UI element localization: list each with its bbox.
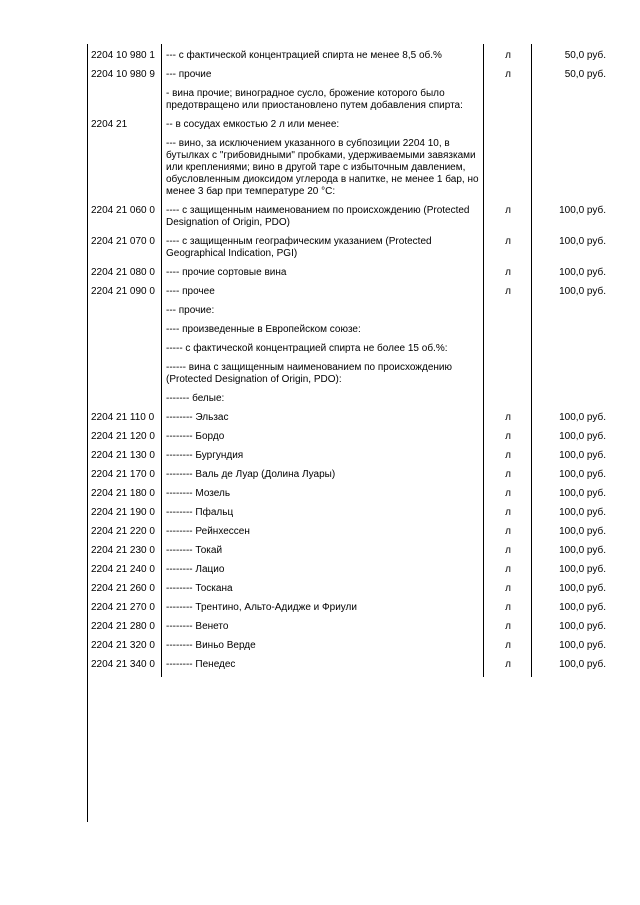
rate-cell: 100,0 руб. <box>559 526 606 537</box>
unit-cell: л <box>484 204 532 235</box>
unit-cell: л <box>484 68 532 87</box>
table-row <box>88 44 618 68</box>
rate-cell <box>532 361 619 392</box>
commodity-code-cell <box>88 87 162 118</box>
table-row <box>88 266 618 285</box>
commodity-code-cell: 2204 21 060 0 <box>88 204 162 235</box>
unit-cell <box>484 361 532 392</box>
commodity-code-cell: 2204 21 070 0 <box>88 235 162 266</box>
description-cell: ---- с защищенным географическим указанием (Protected Geographical Indication, PGI) <box>162 235 484 266</box>
table-row <box>88 411 618 430</box>
rate-cell: 100,0 руб. <box>559 431 606 442</box>
rate-cell: 50,0 руб. <box>564 50 606 61</box>
rate-cell: 100,0 руб. <box>559 583 606 594</box>
table-row <box>88 285 618 304</box>
description-cell: -------- Эльзас <box>162 411 484 430</box>
table-row <box>88 601 618 620</box>
description-cell: -- в сосудах емкостью 2 л или менее: <box>162 118 484 137</box>
table-row <box>88 137 618 204</box>
unit-cell: л <box>484 449 532 468</box>
table-row <box>88 323 618 342</box>
unit-cell <box>484 118 532 137</box>
description-cell: -------- Мозель <box>162 487 484 506</box>
unit-cell <box>484 323 532 342</box>
commodity-code-cell: 2204 21 190 0 <box>88 506 162 525</box>
rate-cell: 100,0 руб. <box>559 286 606 297</box>
unit-cell: л <box>484 468 532 487</box>
table-row <box>88 620 618 639</box>
table-row <box>88 449 618 468</box>
commodity-code-cell: 2204 21 220 0 <box>88 525 162 544</box>
unit-cell: л <box>484 620 532 639</box>
commodity-code-cell: 2204 21 130 0 <box>88 449 162 468</box>
commodity-code-cell: 2204 21 240 0 <box>88 563 162 582</box>
unit-cell: л <box>484 411 532 430</box>
table-row <box>88 658 618 677</box>
rate-cell: 100,0 руб. <box>559 412 606 423</box>
tariff-table <box>88 44 618 677</box>
rate-cell: 100,0 руб. <box>559 545 606 556</box>
table-row <box>88 392 618 411</box>
unit-cell: л <box>484 658 532 677</box>
description-cell: ----- с фактической концентрацией спирта не более 15 об.%: <box>162 342 484 361</box>
rate-cell <box>532 304 619 323</box>
commodity-code-cell: 2204 21 230 0 <box>88 544 162 563</box>
description-cell: ---- прочие сортовые вина <box>162 266 484 285</box>
rate-cell: 100,0 руб. <box>559 450 606 461</box>
table-row <box>88 639 618 658</box>
unit-cell <box>484 137 532 204</box>
description-cell: -------- Пенедес <box>162 658 484 677</box>
unit-cell: л <box>484 544 532 563</box>
description-cell: -------- Тоскана <box>162 582 484 601</box>
rate-cell: 100,0 руб. <box>559 564 606 575</box>
commodity-code-cell: 2204 21 170 0 <box>88 468 162 487</box>
description-cell: ---- прочее <box>162 285 484 304</box>
unit-cell: л <box>484 582 532 601</box>
commodity-code-cell: 2204 21 280 0 <box>88 620 162 639</box>
commodity-code-cell <box>88 323 162 342</box>
commodity-code-cell <box>88 392 162 411</box>
description-cell: ---- с защищенным наименованием по происхождению (Protected Designation of Origin, PDO) <box>162 204 484 235</box>
commodity-code-cell: 2204 21 320 0 <box>88 639 162 658</box>
rate-cell: 100,0 руб. <box>559 488 606 499</box>
table-row <box>88 544 618 563</box>
unit-cell: л <box>484 235 532 266</box>
description-cell: -------- Пфальц <box>162 506 484 525</box>
rate-cell: 100,0 руб. <box>559 602 606 613</box>
table-row <box>88 487 618 506</box>
unit-cell <box>484 392 532 411</box>
table-row <box>88 204 618 235</box>
description-cell: -------- Бургундия <box>162 449 484 468</box>
commodity-code-cell <box>88 304 162 323</box>
unit-cell: л <box>484 285 532 304</box>
commodity-code-cell: 2204 21 <box>88 118 162 137</box>
description-cell: -------- Лацио <box>162 563 484 582</box>
unit-cell <box>484 342 532 361</box>
unit-cell: л <box>484 430 532 449</box>
rate-cell: 100,0 руб. <box>559 236 606 247</box>
description-cell: ------- белые: <box>162 392 484 411</box>
rate-cell: 50,0 руб. <box>564 69 606 80</box>
description-cell: ---- произведенные в Европейском союзе: <box>162 323 484 342</box>
unit-cell <box>484 304 532 323</box>
rate-cell <box>532 392 619 411</box>
table-row <box>88 506 618 525</box>
unit-cell: л <box>484 601 532 620</box>
commodity-code-cell <box>88 361 162 392</box>
rate-cell <box>532 118 619 137</box>
unit-cell: л <box>484 525 532 544</box>
commodity-code-cell: 2204 21 260 0 <box>88 582 162 601</box>
table-row <box>88 304 618 323</box>
rate-cell <box>532 342 619 361</box>
unit-cell: л <box>484 487 532 506</box>
description-cell: -------- Рейнхессен <box>162 525 484 544</box>
table-row <box>88 430 618 449</box>
rate-cell: 100,0 руб. <box>559 640 606 651</box>
table-row <box>88 68 618 87</box>
table-row <box>88 118 618 137</box>
commodity-code-cell: 2204 21 340 0 <box>88 658 162 677</box>
commodity-code-cell: 2204 21 080 0 <box>88 266 162 285</box>
description-cell: -------- Бордо <box>162 430 484 449</box>
description-cell: ------ вина с защищенным наименованием по происхождению (Protected Designation of Origin, PDO): <box>162 361 484 392</box>
rate-cell: 100,0 руб. <box>559 205 606 216</box>
unit-cell: л <box>484 639 532 658</box>
commodity-code-cell: 2204 21 110 0 <box>88 411 162 430</box>
unit-cell <box>484 87 532 118</box>
rate-cell <box>532 137 619 204</box>
commodity-code-cell: 2204 21 180 0 <box>88 487 162 506</box>
rate-cell: 100,0 руб. <box>559 659 606 670</box>
commodity-code-cell: 2204 21 120 0 <box>88 430 162 449</box>
commodity-code-cell <box>88 137 162 204</box>
description-cell: -------- Венето <box>162 620 484 639</box>
table-row <box>88 582 618 601</box>
commodity-code-cell: 2204 21 090 0 <box>88 285 162 304</box>
description-cell: -------- Токай <box>162 544 484 563</box>
commodity-code-cell <box>88 342 162 361</box>
unit-cell: л <box>484 563 532 582</box>
commodity-code-cell: 2204 10 980 9 <box>88 68 162 87</box>
rate-cell: 100,0 руб. <box>559 621 606 632</box>
table-row <box>88 87 618 118</box>
unit-cell: л <box>484 44 532 68</box>
rate-cell <box>532 87 619 118</box>
description-cell: --- с фактической концентрацией спирта не менее 8,5 об.% <box>162 44 484 68</box>
description-cell: - вина прочие; виноградное сусло, брожение которого было предотвращено или приостановлено путем добавления спирта: <box>162 87 484 118</box>
rate-cell <box>532 323 619 342</box>
rate-cell: 100,0 руб. <box>559 469 606 480</box>
description-cell: --- вино, за исключением указанного в субпозиции 2204 10, в бутылках с "грибовидными" пробками, удерживаемыми завязками или креплениями; вино в другой таре с избыточным давлением, обусловленным диоксидом углерода в напитке, не менее 1 бар, но менее 3 бар при температуре 20 °С: <box>162 137 484 204</box>
table-row <box>88 235 618 266</box>
table-row <box>88 361 618 392</box>
table-row <box>88 563 618 582</box>
description-cell: --- прочие: <box>162 304 484 323</box>
description-cell: -------- Трентино, Альто-Адидже и Фриули <box>162 601 484 620</box>
unit-cell: л <box>484 506 532 525</box>
table-row <box>88 342 618 361</box>
rate-cell: 100,0 руб. <box>559 267 606 278</box>
description-cell: -------- Валь де Луар (Долина Луары) <box>162 468 484 487</box>
commodity-code-cell: 2204 21 270 0 <box>88 601 162 620</box>
rate-cell: 100,0 руб. <box>559 507 606 518</box>
commodity-code-cell: 2204 10 980 1 <box>88 44 162 68</box>
table-row <box>88 468 618 487</box>
description-cell: -------- Виньо Верде <box>162 639 484 658</box>
table-row <box>88 525 618 544</box>
description-cell: --- прочие <box>162 68 484 87</box>
unit-cell: л <box>484 266 532 285</box>
tariff-table-body <box>88 44 618 677</box>
